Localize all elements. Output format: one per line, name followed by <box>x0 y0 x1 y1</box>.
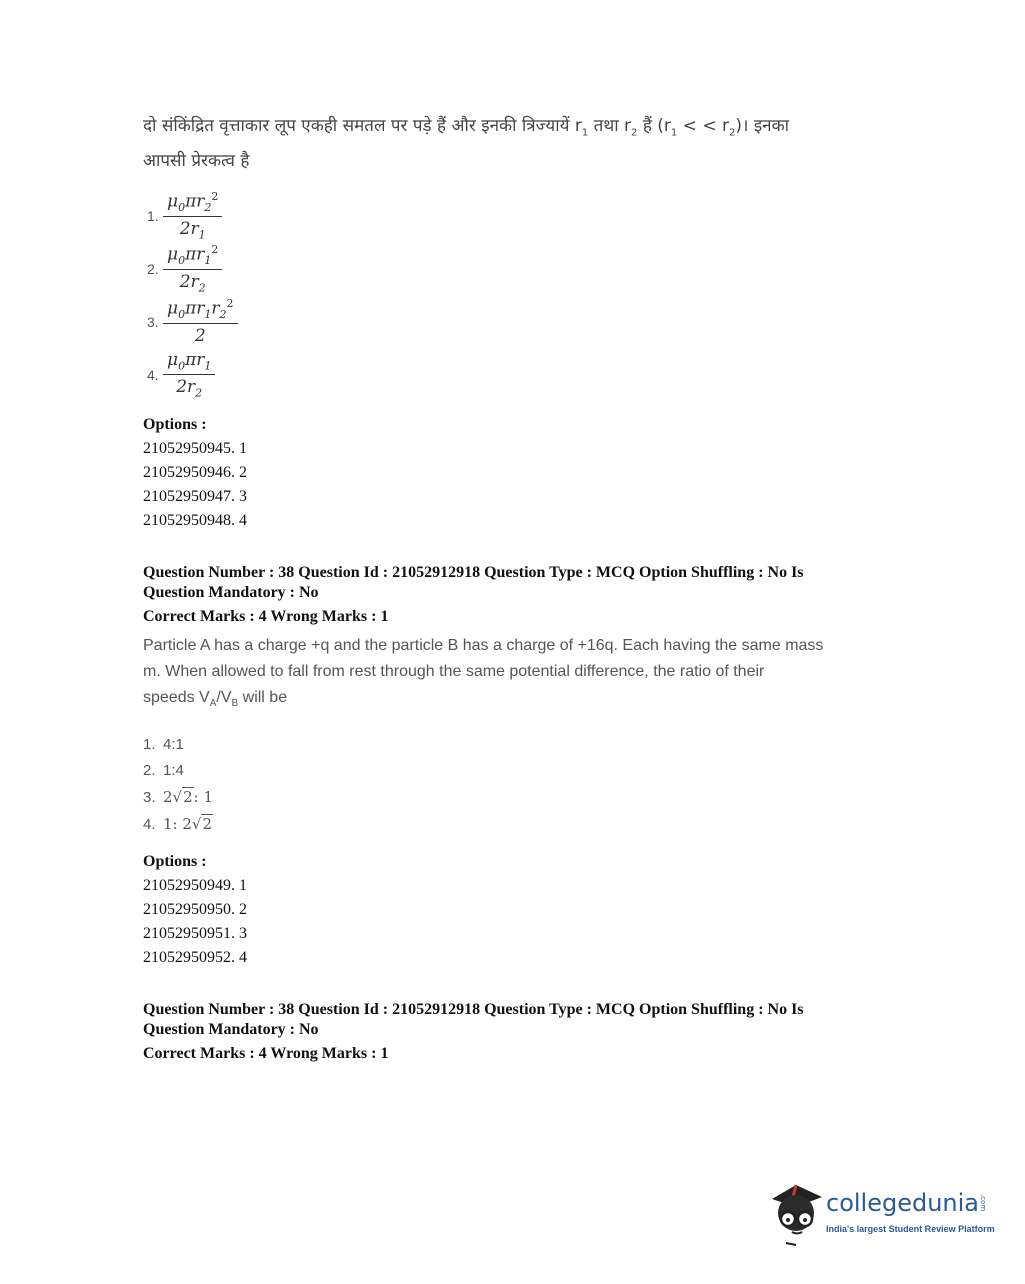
answer-option-4: 4. 1: 2√2 <box>143 814 213 833</box>
option-id: 21052950947. 3 <box>143 488 247 506</box>
question-1-options <box>143 413 883 533</box>
question-2-options <box>143 850 883 970</box>
option-id: 21052950949. 1 <box>143 876 247 894</box>
options-heading: Options : <box>143 416 207 434</box>
option-id: 21052950952. 4 <box>143 948 247 966</box>
question-header: Question Number : 38 Question Id : 21052912918 Question Type : MCQ Option Shuffling : No Is Question Mandatory : No <box>143 1000 804 1038</box>
question-2-text: Particle A has a charge +q and the particle B has a charge of +16q. Each having the same mass m. When allowed to fall from rest through the same potential difference, the ratio of their speeds $V_A/V_B$ will be <box>143 637 824 710</box>
formula: $\frac{\mu_0\pi r_1}{2r_2}$ <box>163 350 215 400</box>
answer-option-2: 2. $\frac{\mu_0\pi r_1^2}{2r_2}$ <box>147 242 883 295</box>
option-id: 21052950948. 4 <box>143 512 247 530</box>
formula: $\frac{\mu_0\pi r_1^2}{2r_2}$ <box>163 243 222 294</box>
formula: $\frac{\mu_0\pi r_2^2}{2r_1}$ <box>163 190 222 241</box>
student-mascot-icon <box>766 1177 826 1247</box>
logo-wordmark: collegedunia.com <box>826 1189 988 1217</box>
question-1 <box>143 112 883 533</box>
page-content <box>143 112 883 1066</box>
answer-option-4: 4. $\frac{\mu_0\pi r_1}{2r_2}$ <box>147 348 883 401</box>
answer-option-3: 3. 2√2: 1 <box>143 787 214 806</box>
question-marks: Correct Marks : 4 Wrong Marks : 1 <box>143 1044 389 1062</box>
answer-option-1: 1. 4:1 <box>143 735 184 753</box>
option-id: 21052950946. 2 <box>143 464 247 482</box>
question-1-text: दो संकिंद्रित वृत्ताकार लूप एकही समतल पर पड़े हैं और इनकी त्रिज्यायें $r_1$ तथा $r_2$ हैं ($r_1$ < < $r_2)।$ इनका आपसी प्रेरकत्व है <box>143 116 790 172</box>
question-marks: Correct Marks : 4 Wrong Marks : 1 <box>143 608 389 626</box>
answer-option-2: 2. 1:4 <box>143 761 184 779</box>
option-id: 21052950951. 3 <box>143 924 247 942</box>
question-2-answer-list <box>143 732 883 838</box>
formula: $\frac{\mu_0\pi r_1r_2^2}{2}$ <box>163 297 238 346</box>
logo-tagline: India's largest Student Review Platform <box>826 1224 995 1234</box>
answer-option-3: 3. $\frac{\mu_0\pi r_1r_2^2}{2}$ <box>147 295 883 348</box>
collegedunia-logo <box>766 1177 996 1247</box>
question-header: Question Number : 38 Question Id : 21052912918 Question Type : MCQ Option Shuffling : No Is Question Mandatory : No <box>143 564 804 602</box>
options-heading: Options : <box>143 852 207 870</box>
question-2 <box>143 563 883 969</box>
question-1-answer-list <box>147 189 883 401</box>
question-3 <box>143 1000 883 1066</box>
option-id: 21052950950. 2 <box>143 900 247 918</box>
answer-option-1: 1. $\frac{\mu_0\pi r_2^2}{2r_1}$ <box>147 189 883 242</box>
option-id: 21052950945. 1 <box>143 440 247 458</box>
